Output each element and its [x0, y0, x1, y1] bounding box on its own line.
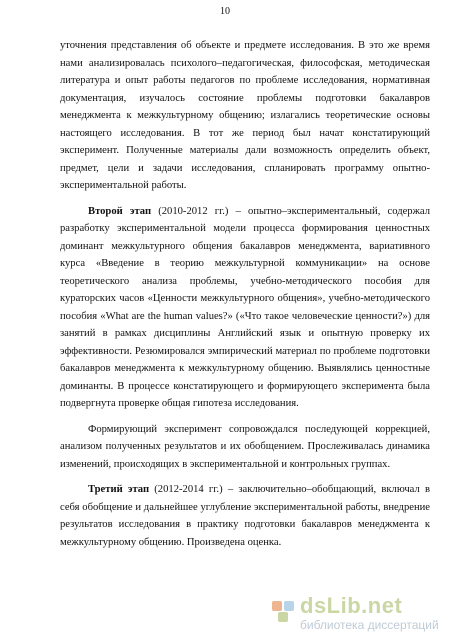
paragraph-3-text: Формирующий эксперимент сопровождался последующей коррекцией, анализом полученных результатов и их обобщением. Прослеживалась динамика изменений, происходящих в экспериментальной и контрольных группах. [60, 423, 430, 470]
paragraph-1-text: уточнения представления об объекте и предмете исследования. В это же время нами анализировалась психолого–педагогическая, философская, методическая литература и опыт работы педагогов по проблеме исследования, нормативная документация, изучалось состояние проблемы подготовки бакалавров менеджмента к межкультурному общению; излагались теоретические основы настоящего исследования. В тот же период был начат констатирующий эксперимент. Полученные материалы дали возможность определить объект, предмет, цели и задачи исследования, спланировать программу опытно-экспериментальной работы. [60, 40, 430, 191]
paragraph-1 [60, 37, 430, 195]
dslib-logo-icon [272, 601, 296, 623]
watermark-title: dsLib.net [300, 593, 403, 618]
paragraph-2-text: (2010-2012 гг.) – опытно–экспериментальный, содержал разработку экспериментальной модели процесса формирования ценностных доминант межкультурного общения бакалавров менеджмента, вариативного курса «Введение в теорию межкультурной коммуникации» на основе теоретического анализа проблемы, учебно-методического пособия для кураторских часов «Ценности межкультурного общения», учебно-методического пособия «What are the human values?» («Что такое человеческие ценности?») для занятий в рамках дисциплины Английский язык и опытную проверку их эффективности. Резюмировался эмпирический материал по проблеме подготовки бакалавров менеджмента к межкультурному общению. Выявлялись ценностные доминанты. В процессе констатирующего и формирующего эксперимента была подвергнута проверке общая гипотеза исследования. [60, 205, 430, 409]
page-number: 10 [220, 6, 230, 17]
dslib-watermark [272, 593, 442, 633]
paragraph-4-text: (2012-2014 гг.) – заключительно–обобщающий, включал в себя обобщение и дальнейшее углубление экспериментальной работы, внедрение результатов исследования в практику подготовки бакалавров менеджмента к межкультурному общению. Произведена оценка. [60, 484, 430, 548]
paragraph-3 [60, 421, 430, 474]
paragraph-2-heading: Второй этап [88, 205, 152, 217]
paragraph-4 [60, 481, 430, 551]
paragraph-2 [60, 203, 430, 413]
paragraph-4-heading: Третий этап [88, 484, 150, 495]
watermark-subtitle: библиотека диссертаций [300, 618, 439, 632]
document-body [60, 37, 430, 551]
